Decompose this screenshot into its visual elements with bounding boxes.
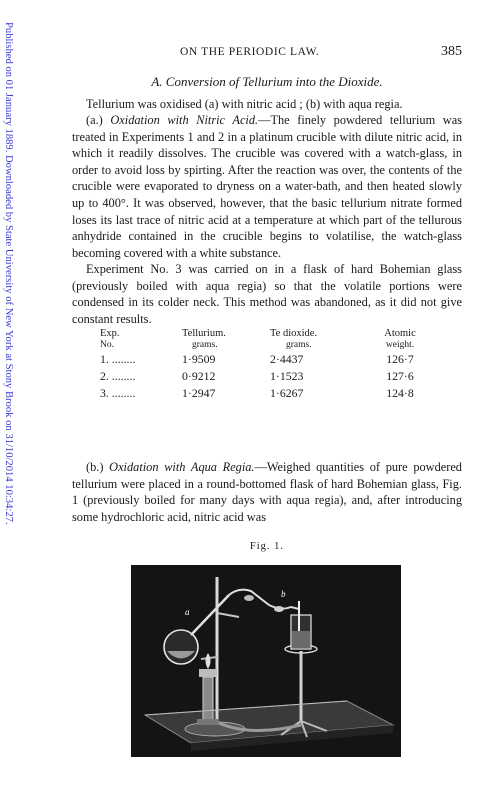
paragraph-intro: Tellurium was oxidised (a) with nitric acid ; (b) with aqua regia.: [86, 97, 403, 111]
figure-caption: Fig. 1.: [249, 541, 285, 552]
paragraph-label: (a.): [86, 113, 111, 127]
running-title: ON THE PERIODIC LAW.: [180, 46, 320, 58]
paragraph-body: —Weighed quantities of pure powdered tellurium were placed in a round-bottomed flask of hard Bohemian glass, Fig. 1 (previously boiled for many days with aqua regia), and, after introducing some hydrochloric acid, nitric acid was: [72, 460, 462, 524]
download-watermark: [0, 0, 24, 791]
table-row: 3. ........ 1·2947 1·6267 124·8: [100, 386, 414, 400]
page-header: [72, 46, 462, 62]
paragraph-subheading: Oxidation with Nitric Acid.: [110, 113, 259, 127]
page-number: 385: [441, 44, 462, 59]
column-header-dioxide: Te dioxide. grams.: [270, 328, 318, 350]
paragraph-nitric-acid: [72, 112, 462, 261]
figure-1-apparatus: [131, 565, 401, 757]
column-header-atomic-weight: Atomic weight.: [384, 328, 416, 350]
paragraph-body: —The finely powdered tellurium was treated in Experiments 1 and 2 in a platinum crucible with dilute nitric acid, in which it readily dissolves. The crucible was covered with a watch-glass, in order to avoid loss by spirting. After the reaction was over, the contents of the crucible were evaporated to dryness on a water-bath, and then heated slowly up to 400°. It was observed, however, that the basic tellurium nitrate formed loses its last trace of nitric acid at a temperature at which part of the tellurous anhydride contained in the crucible begins to volatilise, the watch-glass becoming covered with a white substance.: [72, 113, 462, 260]
paragraph-experiment-3: Experiment No. 3 was carried on in a flask of hard Bohemian glass (previously boiled with aqua regia) so that the volatile portions were condensed in its colder neck. This method was abandoned, as it did not give constant results.: [72, 262, 462, 326]
apparatus-illustration: [131, 565, 401, 757]
column-header-tellurium: Tellurium. grams.: [182, 328, 226, 350]
paragraph-label: (b.): [86, 460, 110, 474]
paragraph-aqua-regia: [72, 459, 462, 525]
watermark-text: Published on 01 January 1889. Downloaded by State University of New York at Stony Brook on 31/10/2014 10:34:27.: [3, 22, 14, 525]
figure-label-b: b: [281, 589, 286, 599]
table-row: 2. ........ 0·9212 1·1523 127·6: [100, 369, 414, 383]
figure-label-a: a: [185, 607, 190, 617]
results-table: [100, 328, 430, 402]
paragraph-subheading: Oxidation with Aqua Regia.: [109, 460, 255, 474]
section-heading: A. Conversion of Tellurium into the Dioxide.: [151, 74, 383, 89]
table-row: 1. ........ 1·9509 2·4437 126·7: [100, 352, 414, 366]
column-header-exp: Exp. No.: [100, 328, 120, 350]
